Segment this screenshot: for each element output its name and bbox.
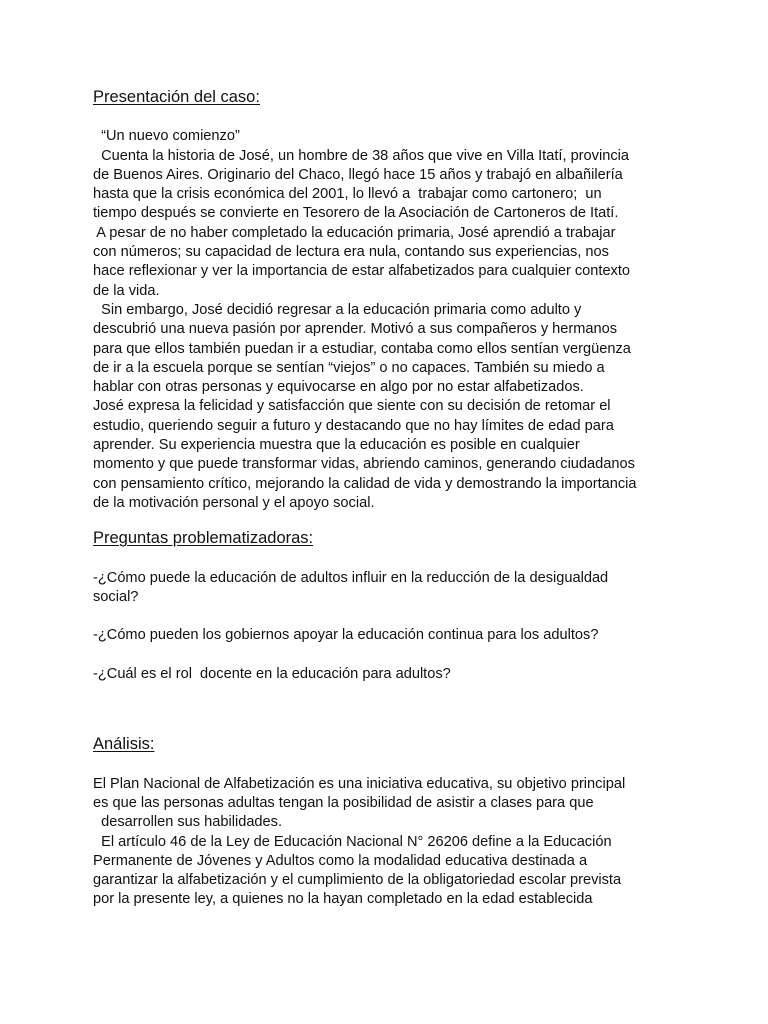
case-line: tiempo después se convierte en Tesorero de la Asociación de Cartoneros de Itatí. <box>93 205 619 222</box>
analysis-line: Permanente de Jóvenes y Adultos como la modalidad educativa destinada a <box>93 852 588 869</box>
case-line: de la motivación personal y el apoyo social. <box>93 494 375 511</box>
case-line: Cuenta la historia de José, un hombre de 38 años que vive en Villa Itatí, provincia <box>93 147 629 164</box>
case-line: hace reflexionar y ver la importancia de estar alfabetizados para cualquier contexto <box>93 263 631 280</box>
case-line: “Un nuevo comienzo” <box>93 128 240 145</box>
analysis-line: desarrollen sus habilidades. <box>93 814 283 831</box>
spacer <box>93 549 683 568</box>
spacer <box>93 108 683 127</box>
spacer <box>93 684 683 733</box>
case-line: con pensamiento crítico, mejorando la calidad de vida y demostrando la importancia <box>93 475 637 492</box>
analysis-line: garantizar la alfabetización y el cumplimiento de la obligatoriedad escolar prevista <box>93 872 622 889</box>
question-3 <box>93 665 683 684</box>
case-line: descubrió una nueva pasión por aprender. Motivó a sus compañeros y hermanos <box>93 321 618 338</box>
question-line: -¿Cómo puede la educación de adultos influir en la reducción de la desigualdad <box>93 569 609 586</box>
document-page <box>93 86 683 910</box>
analysis-line: El Plan Nacional de Alfabetización es una iniciativa educativa, su objetivo principal <box>93 775 626 792</box>
analysis-paragraph <box>93 775 683 910</box>
analysis-line: es que las personas adultas tengan la posibilidad de asistir a clases para que <box>93 794 594 811</box>
case-line: hasta que la crisis económica del 2001, lo llevó a trabajar como cartonero; un <box>93 186 602 203</box>
case-line: momento y que puede transformar vidas, abriendo caminos, generando ciudadanos <box>93 456 635 473</box>
spacer <box>93 755 683 774</box>
case-line: José expresa la felicidad y satisfacción que siente con su decisión de retomar el <box>93 398 611 415</box>
case-line: hablar con otras personas y equivocarse en algo por no estar alfabetizados. <box>93 379 584 396</box>
case-line: aprender. Su experiencia muestra que la educación es posible en cualquier <box>93 437 580 454</box>
spacer <box>93 513 683 527</box>
analysis-line: por la presente ley, a quienes no la hayan completado en la edad establecida <box>93 891 593 908</box>
case-paragraph <box>93 127 683 513</box>
case-line: de ir a la escuela porque se sentían “viejos” o no capaces. También su miedo a <box>93 359 605 376</box>
case-line: con números; su capacidad de lectura era nula, contando sus experiencias, nos <box>93 244 609 261</box>
case-line: de Buenos Aires. Originario del Chaco, llegó hace 15 años y trabajó en albañilería <box>93 166 623 183</box>
case-heading: Presentación del caso: <box>93 88 260 106</box>
question-line: -¿Cómo pueden los gobiernos apoyar la educación continua para los adultos? <box>93 627 599 644</box>
questions-heading: Preguntas problematizadoras: <box>93 529 314 548</box>
spacer <box>93 646 683 665</box>
question-1 <box>93 569 683 608</box>
spacer <box>93 607 683 626</box>
analysis-heading: Análisis: <box>93 735 155 754</box>
analysis-line: El artículo 46 de la Ley de Educación Nacional N° 26206 define a la Educación <box>93 833 612 850</box>
question-line: -¿Cuál es el rol docente en la educación para adultos? <box>93 666 451 683</box>
case-line: estudio, queriendo seguir a futuro y destacando que no hay límites de edad para <box>93 417 614 434</box>
case-line: de la vida. <box>93 282 160 299</box>
case-line: A pesar de no haber completado la educación primaria, José aprendió a trabajar <box>93 224 616 241</box>
case-line: para que ellos también puedan ir a estudiar, contaba como ellos sentían vergüenza <box>93 340 631 357</box>
case-line: Sin embargo, José decidió regresar a la educación primaria como adulto y <box>93 301 582 318</box>
question-2 <box>93 626 683 645</box>
question-line: social? <box>93 588 139 605</box>
